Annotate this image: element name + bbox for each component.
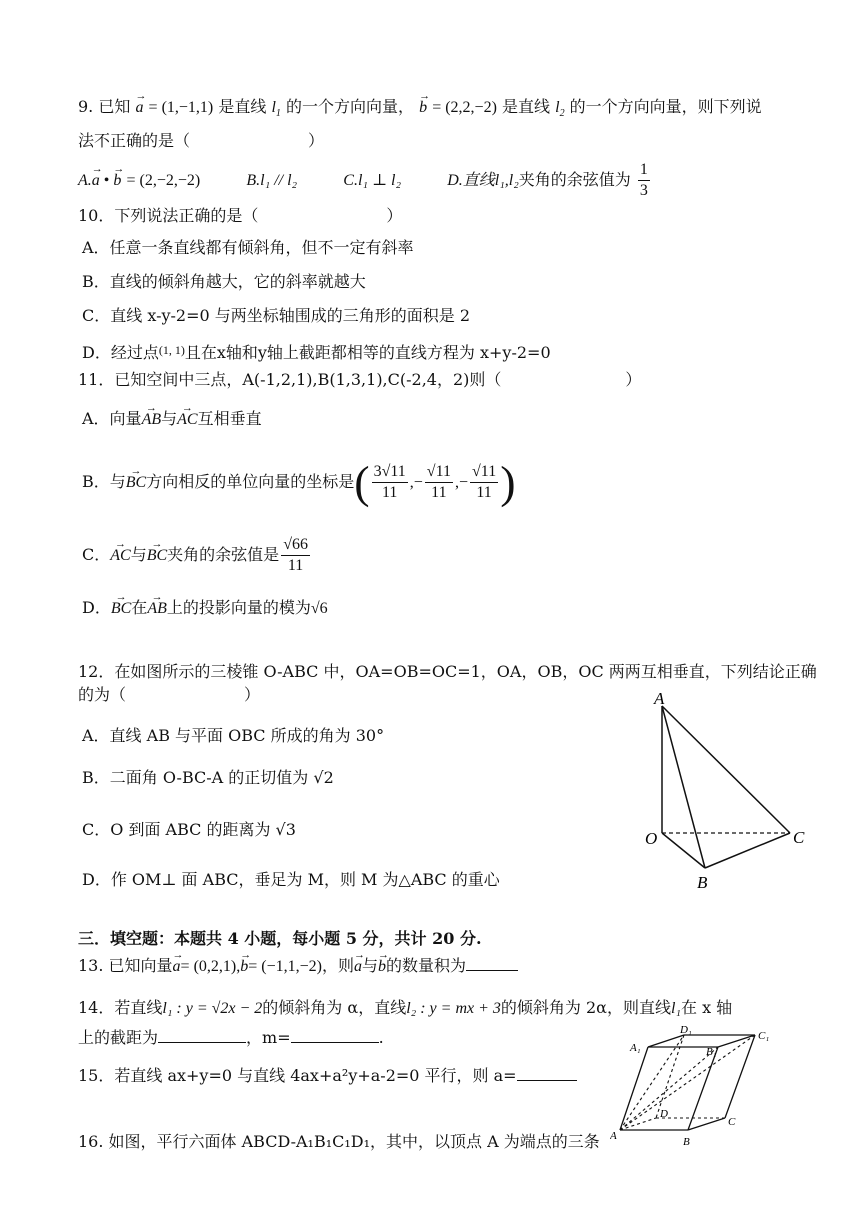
fraction: $\frac{√11}{11}$ [472, 463, 497, 501]
q12-stem-2 [78, 684, 260, 706]
q13-mid2: 与 [361, 956, 378, 975]
q12-option-a: A．直线 AB 与平面 OBC 所成的角为 30° [82, 726, 385, 745]
q12-stem-1: 12．在如图所示的三棱锥 O-ABC 中，OA=OB=OC=1，OA，OB，OC 两两互相垂直，下列结论正确 [78, 662, 817, 681]
q14-intercept-blank[interactable] [158, 1028, 246, 1043]
right-paren: ) [500, 456, 516, 508]
fraction: $\frac{√11}{11}$ [426, 463, 451, 501]
label-c1: C₁ [758, 1030, 770, 1042]
l1-symbol: $l_1$ [271, 99, 281, 120]
edge [688, 1118, 725, 1130]
q10-paren: ） [386, 206, 403, 225]
q13 [78, 955, 518, 978]
q11-b-prefix: B．与 [82, 472, 126, 491]
vector-bc: → BC [147, 545, 167, 567]
section-3-title: 三．填空题：本题共 4 小题，每小题 5 分，共计 20 分. [78, 929, 482, 948]
q9-prefix: 9. 已知 [78, 97, 131, 116]
label-a1: A₁ [630, 1042, 641, 1054]
q12-option-b: B．二面角 O-BC-A 的正切值为 √2 [82, 768, 334, 787]
q11-b-text: 方向相反的单位向量的坐标是 [146, 472, 355, 491]
q9-text4: 的一个方向向量，则下列说 [569, 97, 762, 116]
edge-ab [662, 706, 705, 868]
edge [648, 1035, 684, 1047]
label-o: O [645, 829, 658, 848]
q15 [78, 1065, 577, 1087]
q11-option-a [82, 408, 262, 431]
vector-a: → a [135, 97, 143, 119]
q9-paren: ） [308, 131, 325, 150]
label-a: A [654, 689, 665, 708]
q14-l1: l₁ [670, 1000, 681, 1017]
q11-option-d [82, 597, 328, 620]
label-d1: D₁ [680, 1025, 692, 1036]
q14-l2-equation: l₂ : y = mx + 3 [406, 1000, 501, 1017]
q14-text: 的倾斜角为 2α，则直线 [500, 998, 671, 1017]
fraction: $\frac{√66}{11}$ [283, 536, 308, 574]
q16: 16. 如图，平行六面体 ABCD-A₁B₁C₁D₁，其中，以顶点 A 为端点的三条 [78, 1132, 600, 1151]
q12-option-c: C．O 到面 ABC 的距离为 √3 [82, 820, 296, 839]
q11-option-c [82, 535, 312, 576]
label-b1: B₁ [706, 1046, 717, 1058]
q9-option-a: = (2,−2,−2) [126, 172, 201, 189]
q14-intercept-label: 上的截距为 [78, 1028, 159, 1047]
q14-line2 [78, 1027, 384, 1049]
q14-m-blank[interactable] [291, 1028, 379, 1043]
vector-b: → b [419, 97, 427, 119]
q13-answer-blank[interactable] [466, 956, 518, 971]
q9-option-d-prefix: D.直线 [447, 172, 495, 189]
q9-options: A.→ a • → b = (2,−2,−2) B.l₁ // l₂ C.l₁ ⊥ l₂ D.直线l₁,l₂夹角的余弦值为 $\frac{1}{3}$ [78, 160, 652, 201]
q10-d-text: 且在x轴和y轴上截距都相等的直线方程为 x+y-2=0 [184, 343, 551, 362]
q14-period: . [378, 1028, 384, 1047]
edge-ac [662, 706, 790, 833]
q10-stem-text: 10．下列说法正确的是（ [78, 206, 259, 225]
q11-a-mid: 与 [161, 409, 178, 428]
q11-stem [78, 369, 641, 391]
edge-bc [705, 833, 790, 868]
q10-option-b: B．直线的倾斜角越大，它的斜率就越大 [82, 272, 366, 291]
parallelepiped-figure [610, 1025, 790, 1150]
label-d: D [660, 1108, 668, 1120]
q12-option-d: D．作 OM⊥ 面 ABC，垂足为 M，则 M 为△ABC 的重心 [82, 870, 500, 889]
q10-d-point: (1, 1) [158, 343, 185, 357]
label-b: B [697, 873, 708, 892]
q10-d-prefix: D．经过点 [82, 343, 159, 362]
q9-text3: 是直线 [502, 97, 551, 116]
vector-ac: → AC [177, 409, 197, 431]
q11-d-mid: 在 [131, 598, 148, 617]
q14-m-label: ，m= [246, 1028, 291, 1047]
q11-stem-text: 11．已知空间中三点，A(-1,2,1),B(1,3,1),C(-2,4，2)则（ [78, 370, 502, 389]
vector-ab: → AB [147, 598, 167, 620]
label-c: C [793, 828, 805, 847]
q9-option-d: 夹角的余弦值为 [518, 170, 631, 189]
q11-c-mid: 与 [130, 545, 147, 564]
label-c: C [728, 1116, 736, 1128]
q13-a-value: = (0,2,1), [180, 958, 241, 975]
vector-a: → a [173, 956, 181, 978]
fraction: $\frac{3√11}{11}$ [373, 463, 406, 501]
left-paren: ( [354, 456, 370, 508]
q11-paren: ） [625, 370, 642, 389]
q14-line1 [78, 997, 732, 1020]
q12-stem2-text: 的为（ [78, 685, 127, 704]
l2-symbol: $l_2$ [555, 99, 565, 120]
q11-c-text: 夹角的余弦值是 [167, 545, 280, 564]
q10-option-c: C．直线 x-y-2=0 与两坐标轴围成的三角形的面积是 2 [82, 306, 471, 325]
label-b: B [683, 1136, 690, 1148]
label-a: A [610, 1130, 617, 1142]
vector-ac: → AC [110, 545, 130, 567]
q9-line2 [78, 130, 324, 152]
edge [725, 1035, 755, 1118]
vector-b: → b [378, 956, 386, 978]
edge [718, 1035, 755, 1047]
q12-paren: ） [244, 685, 261, 704]
vector-b: → b [240, 956, 248, 978]
q11-d-prefix: D． [82, 598, 111, 617]
vector-a: → a [92, 170, 100, 192]
q9-b-value: = (2,2,−2) [432, 99, 497, 116]
q9-stem: 法不正确的是（ [78, 131, 191, 150]
fraction-one-third: $\frac{1}{3}$ [639, 161, 648, 199]
q11-d-text: 上的投影向量的模为 [166, 598, 311, 617]
vector-ab: → AB [142, 409, 162, 431]
q9-option-b: B.l₁ // l₂ [246, 172, 298, 189]
hidden-edge [620, 1118, 656, 1130]
q9-a-value: = (1,−1,1) [148, 99, 214, 116]
q13-prefix: 13. 已知向量 [78, 956, 173, 975]
edge-ob [662, 833, 705, 868]
q11-option-b: B．与→ BC方向相反的单位向量的坐标是( $\frac{3√11}{11}$ ,− $\frac{√11}{11}$ ,− $\frac{√11}{11}$ ) [82, 462, 516, 503]
q14-prefix: 14．若直线 [78, 998, 163, 1017]
q14-l1-equation: l₁ : y = √2x − 2 [162, 1000, 263, 1017]
q13-mid: ，则 [321, 956, 354, 975]
tetrahedron-figure [640, 688, 820, 893]
q9-line1 [78, 96, 762, 125]
q15-answer-blank[interactable] [517, 1066, 577, 1081]
q15-text: 15．若直线 ax+y=0 与直线 4ax+a²y+a-2=0 平行，则 a= [78, 1066, 517, 1085]
q11-a-prefix: A．向量 [82, 409, 142, 428]
vector-a: → a [354, 956, 362, 978]
q9-text: 是直线 [218, 97, 267, 116]
q14-end: 在 x 轴 [680, 998, 733, 1017]
q14-mid: 的倾斜角为 α，直线 [262, 998, 407, 1017]
q13-b-value: = (−1,1,−2) [248, 958, 322, 975]
q11-d-value: √6 [310, 600, 328, 617]
vector-bc: → BC [111, 598, 131, 620]
q11-a-text: 互相垂直 [197, 409, 262, 428]
q10-option-d [82, 339, 551, 364]
vector-bc: → BC [126, 472, 146, 494]
q9-option-a-label: A. [78, 172, 92, 189]
q9-option-c: C.l₁ ⊥ l₂ [343, 172, 402, 189]
q13-text: 的数量积为 [386, 956, 467, 975]
q10-option-a: A．任意一条直线都有倾斜角，但不一定有斜率 [82, 238, 414, 257]
q11-c-prefix: C． [82, 545, 111, 564]
q10-stem [78, 205, 402, 227]
q9-option-d-lines: l₁,l₂ [494, 172, 519, 189]
q9-text2: 的一个方向向量， [286, 97, 415, 116]
vector-b: → b [113, 170, 121, 192]
